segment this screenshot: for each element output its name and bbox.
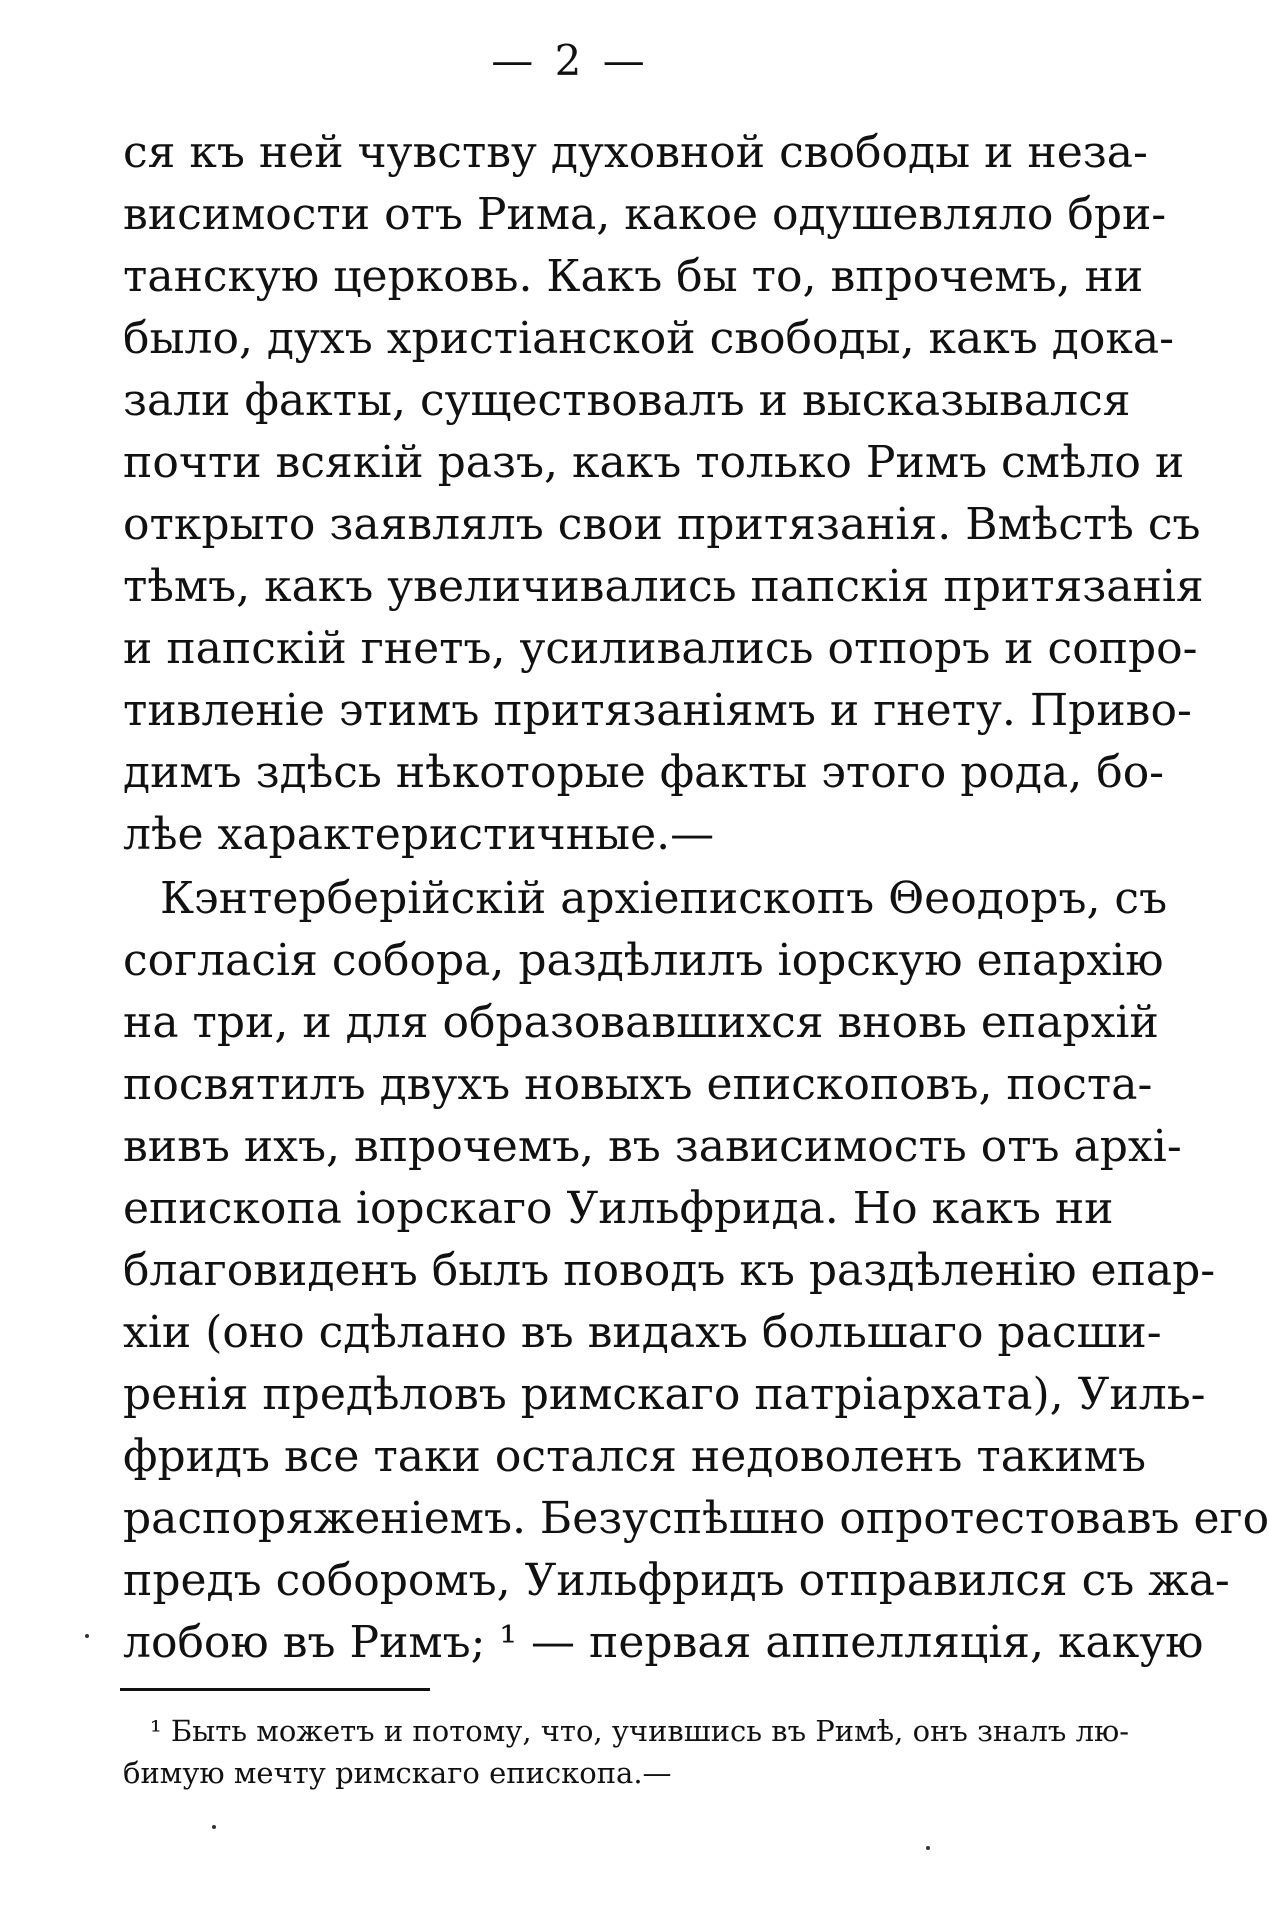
body-line: висимости отъ Рима, какое одушевляло бри-: [123, 189, 1167, 240]
body-line: на три, и для образовавшихся вновь епархій: [123, 997, 1159, 1048]
body-line: фридъ все таки остался недоволенъ такимъ: [123, 1431, 1146, 1482]
body-line: тѣмъ, какъ увеличивались папскія притязанія: [123, 561, 1204, 612]
body-line: епископа іорскаго Уильфрида. Но какъ ни: [123, 1183, 1114, 1234]
body-line: было, духъ христіанской свободы, какъ дока-: [123, 313, 1174, 364]
body-line: почти всякій разъ, какъ только Римъ смѣло и: [123, 437, 1185, 488]
footnote-line: ¹ Быть можетъ и потому, что, учившись въ Римѣ, онъ зналъ лю-: [150, 1714, 1130, 1748]
print-speck: [212, 1825, 216, 1829]
body-line: согласія собора, раздѣлилъ іорскую епархію: [123, 935, 1164, 986]
body-line: ся къ ней чувству духовной свободы и неза-: [123, 127, 1148, 178]
body-line: танскую церковь. Какъ бы то, впрочемъ, ни: [123, 251, 1144, 302]
body-line: распоряженіемъ. Безуспѣшно опротестовавъ его: [123, 1493, 1269, 1544]
body-line: димъ здѣсь нѣкоторые факты этого рода, бо-: [123, 747, 1165, 798]
footnote-line: бимую мечту римскаго епископа.—: [123, 1756, 672, 1790]
print-speck: [85, 1634, 89, 1638]
body-line: лобою въ Римъ; ¹ — первая аппелляція, какую: [123, 1617, 1204, 1668]
print-speck: [926, 1846, 930, 1850]
footnote-divider: [120, 1688, 430, 1691]
body-line: зали факты, существовалъ и высказывался: [123, 375, 1131, 426]
body-line: лѣе характеристичные.—: [123, 809, 715, 860]
body-line: ренія предѣловъ римскаго патріархата), Уиль-: [123, 1369, 1206, 1420]
body-line: предъ соборомъ, Уильфридъ отправился съ жа-: [123, 1555, 1230, 1606]
body-line: хіи (оно сдѣлано въ видахъ большаго расши-: [123, 1307, 1162, 1358]
body-line: открыто заявлялъ свои притязанія. Вмѣстѣ съ: [123, 499, 1201, 550]
body-line: и папскій гнетъ, усиливались отпоръ и сопро-: [123, 623, 1198, 674]
body-line: тивленіе этимъ притязаніямъ и гнету. Приво-: [123, 685, 1192, 736]
body-line: благовиденъ былъ поводъ къ раздѣленію епар-: [123, 1245, 1216, 1296]
body-line: Кэнтерберійскій архіепископъ Θеодоръ, съ: [160, 873, 1168, 924]
body-line: посвятилъ двухъ новыхъ епископовъ, поста-: [123, 1059, 1153, 1110]
page-number: — 2 —: [491, 36, 649, 85]
body-line: вивъ ихъ, впрочемъ, въ зависимость отъ архі-: [123, 1121, 1182, 1172]
